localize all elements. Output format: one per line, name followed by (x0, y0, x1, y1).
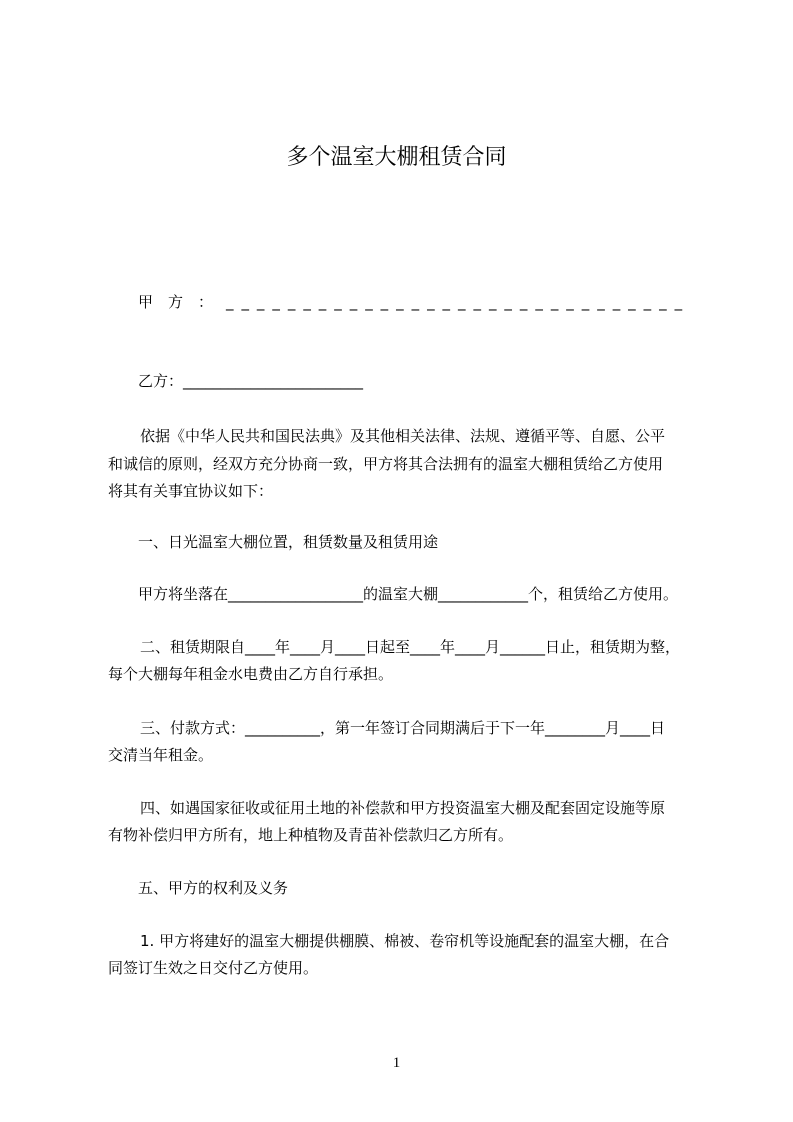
section-4-line-1: 四、如遇国家征收或征用土地的补偿款和甲方投资温室大棚及配套固定设施等原 (140, 799, 666, 817)
section-4-line-2: 有物补偿归甲方所有，地上种植物及青苗补偿款归乙方所有。 (108, 826, 514, 844)
section-5-item-1-line-2: 同签订生效之日交付乙方使用。 (108, 959, 319, 977)
preamble-line-3: 将其有关事宜协议如下： (108, 482, 274, 500)
section-3-line-1: 三、付款方式：__________，第一年签订合同期满后于下一年________月____日 (140, 719, 666, 737)
preamble-line-2: 和诚信的原则，经双方充分协商一致，甲方将其合法拥有的温室大棚租赁给乙方使用 (108, 455, 664, 473)
section-3-line-2: 交清当年租金。 (108, 746, 214, 764)
party-a-blank: _ _ _ _ _ _ _ _ _ _ _ _ _ _ _ _ _ _ _ _ _ _ _ _ _ _ _ _ _ _ (226, 293, 684, 311)
preamble-line-1: 依据《中华人民共和国民法典》及其他相关法律、法规、遵循平等、自愿、公平 (140, 427, 666, 445)
document-title: 多个温室大棚租赁合同 (286, 145, 507, 170)
party-a-label-char2: 方 (168, 293, 184, 311)
section-2-line-1: 二、租赁期限自____年____月____日起至____年____月______日止，租赁期为整， (140, 638, 681, 656)
page-number: 1 (392, 1055, 401, 1071)
section-5-heading: 五、甲方的权利及义务 (138, 879, 289, 897)
party-b-line: 乙方：________________________ (138, 372, 364, 390)
section-5-item-1-line-1: 1. 甲方将建好的温室大棚提供棚膜、棉被、卷帘机等设施配套的温室大棚，在合 (140, 932, 670, 950)
section-1-heading: 一、日光温室大棚位置，租赁数量及租赁用途 (138, 533, 439, 551)
party-a-colon: ： (198, 293, 214, 311)
party-a-label-char1: 甲 (138, 293, 154, 311)
section-2-line-2: 每个大棚每年租金水电费由乙方自行承担。 (108, 665, 394, 683)
section-1-line: 甲方将坐落在__________________的温室大棚____________个，租赁给乙方使用。 (138, 585, 679, 603)
